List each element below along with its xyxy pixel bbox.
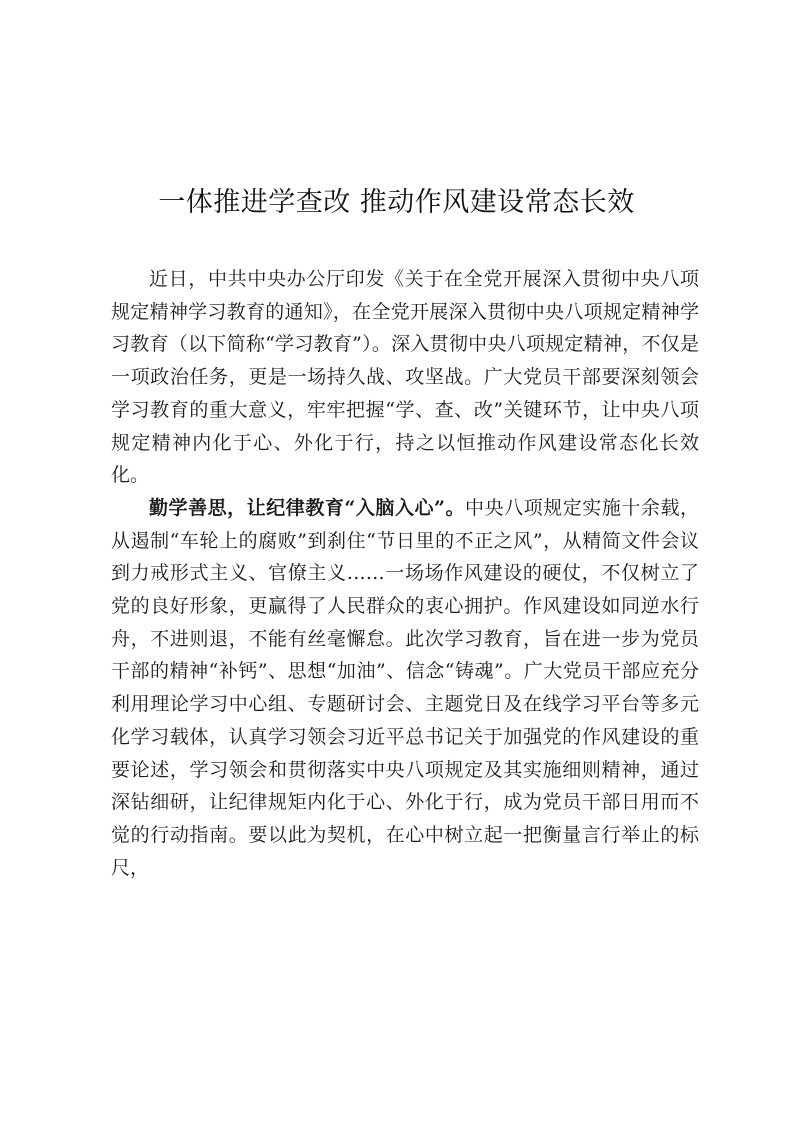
paragraph-intro [111, 263, 699, 492]
paragraph-study [111, 492, 699, 884]
paragraph-text: 近日，中共中央办公厅印发《关于在全党开展深入贯彻中央八项规定精神学习教育的通知》，在全党开展深入贯彻中央八项规定精神学习教育（以下简称“学习教育”）。深入贯彻中央八项规定精神，不仅是一项政治任务，更是一场持久战、攻坚战。广大党员干部要深刻领会学习教育的重大意义，牢牢把握“学、查、改”关键环节，让中央八项规定精神内化于心、外化于行，持之以恒推动作风建设常态化长效化。 [111, 268, 699, 487]
document-body [111, 263, 699, 884]
paragraph-text: 中央八项规定实施十余载，从遏制“车轮上的腐败”到刹住“节日里的不正之风”，从精简文件会议到力戒形式主义、官僚主义……一场场作风建设的硬仗，不仅树立了党的良好形象，更赢得了人民群众的衷心拥护。作风建设如同逆水行舟，不进则退，不能有丝毫懈怠。此次学习教育，旨在进一步为党员干部的精神“补钙”、思想“加油”、信念“铸魂”。广大党员干部应充分利用理论学习中心组、专题研讨会、主题党日及在线学习平台等多元化学习载体，认真学习领会习近平总书记关于加强党的作风建设的重要论述，学习领会和贯彻落实中央八项规定及其实施细则精神，通过深钻细研，让纪律规矩内化于心、外化于行，成为党员干部日用而不觉的行动指南。要以此为契机，在心中树立起一把衡量言行举止的标尺， [111, 496, 699, 879]
document-title: 一体推进学查改 推动作风建设常态长效 [158, 187, 635, 218]
paragraph-lead: 勤学善思，让纪律教育“入脑入心”。 [149, 496, 466, 519]
